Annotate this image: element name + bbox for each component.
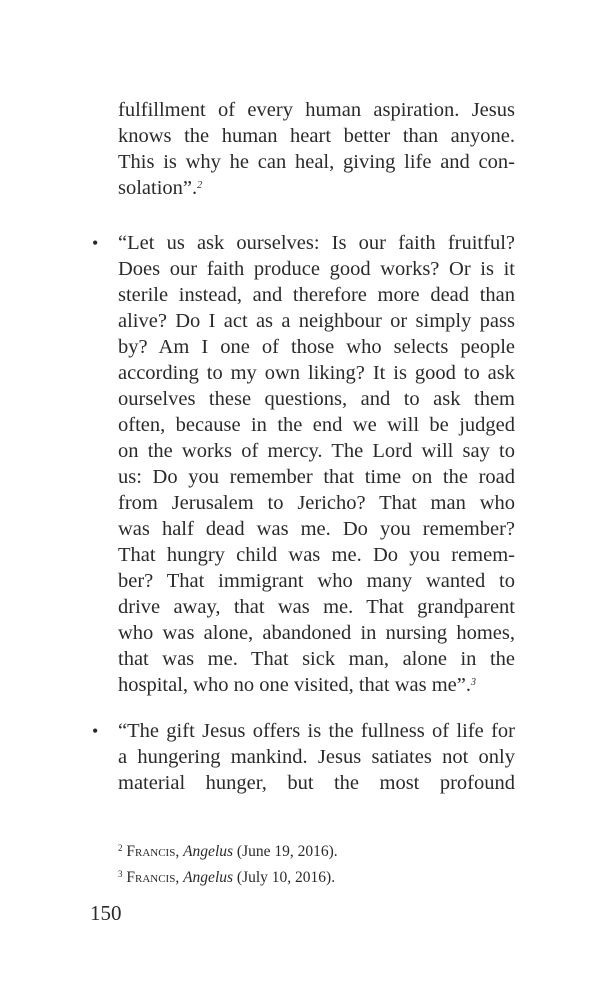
text-line: sterile instead, and therefore more dead than xyxy=(118,284,515,306)
text-line: alive? Do I act as a neighbour or simply pass xyxy=(118,310,515,332)
bullet-icon: • xyxy=(92,721,99,741)
bullet-paragraph xyxy=(118,718,515,796)
text-line: by? Am I one of those who selects people xyxy=(118,336,515,358)
footnote-date: (July 10, 2016). xyxy=(233,869,336,886)
footnote-reference[interactable]: 2 xyxy=(197,180,203,191)
text-line: drive away, that was me. That grandparent xyxy=(118,596,515,618)
bullet-paragraph xyxy=(118,230,515,698)
footnote-author: Francis xyxy=(126,843,176,860)
text-line: us: Do you remember that time on the road xyxy=(118,466,515,488)
text-line: hospital, who no one visited, that was me”.$^3$ xyxy=(118,674,476,696)
text-line: a hungering mankind. Jesus satiates not only xyxy=(118,746,515,768)
text-line: that was me. That sick man, alone in the xyxy=(118,648,515,670)
footnote-author: Francis xyxy=(126,869,176,886)
text-line: “The gift Jesus offers is the fullness of life for xyxy=(118,720,515,742)
text-line: fulfillment of every human aspiration. Jesus xyxy=(118,99,515,121)
footnote-date: (June 19, 2016). xyxy=(233,843,338,860)
text-line: material hunger, but the most profound xyxy=(118,772,515,794)
text-line: “Let us ask ourselves: Is our faith fruitful? xyxy=(118,232,515,254)
footnote: $^2$ Francis, Angelus (June 19, 2016). xyxy=(118,843,338,860)
paragraph xyxy=(118,97,515,201)
text-line: This is why he can heal, giving life and con- xyxy=(118,151,515,173)
footnote-reference[interactable]: 3 xyxy=(471,677,476,688)
text-line: who was alone, abandoned in nursing homes, xyxy=(118,622,515,644)
footnote: $^3$ Francis, Angelus (July 10, 2016). xyxy=(118,869,336,886)
text-line: That hungry child was me. Do you remem- xyxy=(118,544,515,566)
page-number: 150 xyxy=(90,901,122,925)
text-line: Does our faith produce good works? Or is it xyxy=(118,258,515,280)
text-line: ber? That immigrant who many wanted to xyxy=(118,570,515,592)
bullet-icon: • xyxy=(92,233,99,253)
text-line: often, because in the end we will be judged xyxy=(118,414,515,436)
text-line: from Jerusalem to Jericho? That man who xyxy=(118,492,515,514)
footnote-mark: 2 xyxy=(118,843,123,853)
footnote-mark: 3 xyxy=(118,869,123,879)
text-line: knows the human heart better than anyone. xyxy=(118,125,515,147)
footnote-title: Angelus xyxy=(183,843,234,860)
text-line: on the works of mercy. The Lord will say to xyxy=(118,440,515,462)
text-line: ourselves these questions, and to ask them xyxy=(118,388,515,410)
text-line: was half dead was me. Do you remember? xyxy=(118,518,515,540)
text-line: solation”.$^2$ xyxy=(118,177,203,199)
text-line: according to my own liking? It is good to ask xyxy=(118,362,515,384)
footnote-title: Angelus xyxy=(183,869,234,886)
